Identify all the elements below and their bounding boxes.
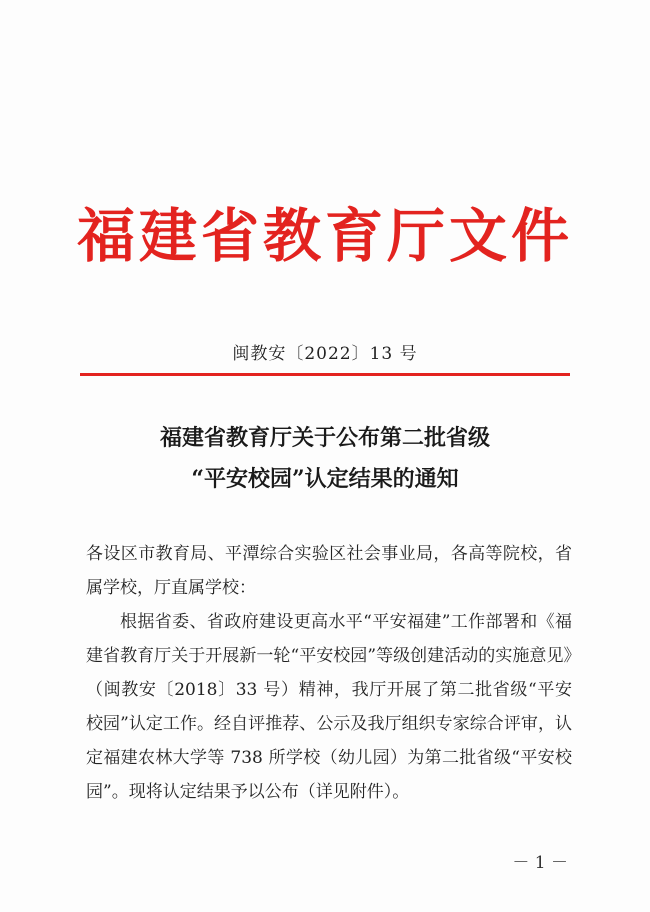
notice-title: [0, 418, 650, 500]
red-divider-line: [80, 373, 570, 376]
body-paragraph-1: 根据省委、省政府建设更高水平“平安福建”工作部署和《福建省教育厅关于开展新一轮“平安校园”等级创建活动的实施意见》（闽教安〔2018〕33 号）精神，我厅开展了第二批省级“平安校园”认定工作。经自评推荐、公示及我厅组织专家综合评审，认定福建农林大学等 738 所学校（幼儿园）为第二批省级“平安校园”。现将认定结果予以公布（详见附件）。: [86, 612, 572, 802]
salutation: 各设区市教育局、平潭综合实验区社会事业局，各高等院校，省属学校，厅直属学校：: [86, 544, 572, 598]
notice-title-line-1: 福建省教育厅关于公布第二批省级: [159, 425, 490, 451]
document-number: 闽教安〔2022〕13 号: [232, 344, 418, 364]
page-number: － 1 －: [512, 853, 568, 873]
notice-body: [86, 537, 572, 809]
masthead-title: 福建省教育厅文件: [76, 202, 573, 270]
notice-title-line-2: “平安校园”认定结果的通知: [191, 466, 459, 492]
